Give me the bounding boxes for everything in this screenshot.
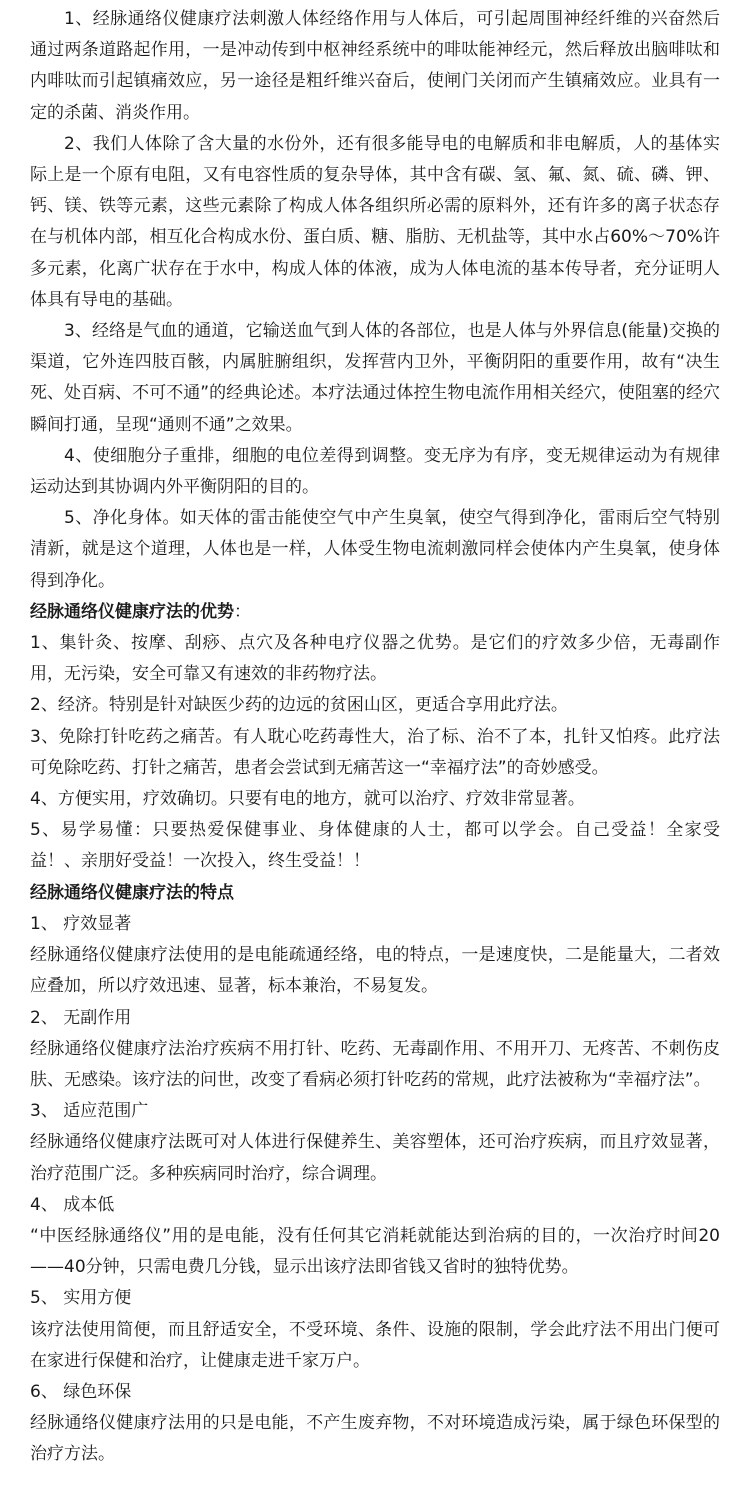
feature-heading-3: 3、 适应范围广 bbox=[30, 1101, 149, 1122]
advantage-item-1: 1、集针灸、按摩、刮痧、点穴及各种电疗仪器之优势。是它们的疗效多少倍，无毒副作用，无污染，安全可靠又有速效的非药物疗法。 bbox=[30, 633, 720, 685]
advantages-title: 经脉通络仪健康疗法的优势 bbox=[30, 601, 234, 622]
advantages-title-colon: ： bbox=[234, 601, 251, 622]
feature-text-1: 经脉通络仪健康疗法使用的是电能疏通经络，电的特点，一是速度快，二是能量大，二者效应叠加，所以疗效迅速、显著，标本兼治，不易复发。 bbox=[30, 945, 720, 997]
feature-heading-2: 2、 无副作用 bbox=[30, 1007, 132, 1028]
advantage-item-3: 3、免除打针吃药之痛苦。有人耽心吃药毒性大，治了标、治不了本，扎针又怕疼。此疗法可免除吃药、打针之痛苦，患者会尝试到无痛苦这一“幸福疗法”的奇妙感受。 bbox=[30, 726, 720, 778]
feature-text-5: 该疗法使用简便，而且舒适安全，不受环境、条件、设施的限制，学会此疗法不用出门便可在家进行保健和治疗，让健康走进千家万户。 bbox=[30, 1319, 720, 1371]
feature-text-2: 经脉通络仪健康疗法治疗疾病不用打针、吃药、无毒副作用、不用开刀、无疼苦、不刺伤皮肤、无感染。该疗法的问世，改变了看病必须打针吃药的常规，此疗法被称为“幸福疗法”。 bbox=[30, 1038, 720, 1090]
feature-heading-6: 6、 绿色环保 bbox=[30, 1381, 132, 1402]
advantage-item-5: 5、易学易懂：只要热爱保健事业、身体健康的人士，都可以学会。自己受益！全家受益！、亲朋好受益！一次投入，终生受益！！ bbox=[30, 820, 720, 872]
feature-heading-4: 4、 成本低 bbox=[30, 1194, 115, 1215]
intro-paragraph-1: 1、经脉通络仪健康疗法刺激人体经络作用与人体后，可引起周围神经纤维的兴奋然后通过两条道路起作用，一是冲动传到中枢神经系统中的啡呔能神经元，然后释放出脑啡呔和内啡呔而引起镇痛效应，另一途径是粗纤维兴奋后，使闸门关闭而产生镇痛效应。业具有一定的杀菌、消炎作用。 bbox=[30, 9, 720, 123]
intro-paragraph-3: 3、经络是气血的通道，它输送血气到人体的各部位，也是人体与外界信息(能量)交换的渠道，它外连四肢百骸，内属脏腑组织，发挥营内卫外，平衡阴阳的重要作用，故有“决生死、处百病、不可不通”的经典论述。本疗法通过体控生物电流作用相关经穴，使阻塞的经穴瞬间打通，呈现“通则不通”之效果。 bbox=[30, 321, 720, 435]
feature-text-6: 经脉通络仪健康疗法用的只是电能，不产生废弃物，不对环境造成污染，属于绿色环保型的治疗方法。 bbox=[30, 1413, 720, 1465]
features-heading: 经脉通络仪健康疗法的特点 bbox=[30, 882, 234, 903]
feature-text-4: “中医经脉通络仪”用的是电能，没有任何其它消耗就能达到治病的目的，一次治疗时间20——40分钟，只需电费几分钱，显示出该疗法即省钱又省时的独特优势。 bbox=[30, 1225, 720, 1278]
feature-heading-1: 1、 疗效显著 bbox=[30, 913, 132, 934]
feature-text-3: 经脉通络仪健康疗法既可对人体进行保健养生、美容塑体，还可治疗疾病，而且疗效显著，治疗范围广泛。多种疾病同时治疗，综合调理。 bbox=[30, 1132, 720, 1184]
intro-paragraph-5: 5、净化身体。如天体的雷击能使空气中产生臭氧，使空气得到净化，雷雨后空气特别清新，就是这个道理，人体也是一样，人体受生物电流刺激同样会使体内产生臭氧，使身体得到净化。 bbox=[30, 508, 720, 591]
advantages-heading bbox=[30, 597, 720, 628]
advantage-item-4: 4、方便实用，疗效确切。只要有电的地方，就可以治疗、疗效非常显著。 bbox=[30, 789, 585, 810]
intro-paragraph-2: 2、我们人体除了含大量的水份外，还有很多能导电的电解质和非电解质，人的基体实际上是一个原有电阻，又有电容性质的复杂导体，其中含有碳、氢、氟、氮、硫、磷、钾、钙、镁、铁等元素，这些元素除了构成人体各组织所必需的原料外，还有许多的离子状态存在与机体内部，相互化合构成水份、蛋白质、糖、脂肪、无机盐等，其中水占60%～70%许多元素，化离广状存在于水中，构成人体的体液，成为人体电流的基本传导者，充分证明人体具有导电的基础。 bbox=[30, 133, 720, 310]
advantage-item-2: 2、经济。特别是针对缺医少药的边远的贫困山区，更适合享用此疗法。 bbox=[30, 695, 568, 716]
feature-heading-5: 5、 实用方便 bbox=[30, 1288, 132, 1309]
intro-paragraph-4: 4、使细胞分子重排，细胞的电位差得到调整。变无序为有序，变无规律运动为有规律运动达到其协调内外平衡阴阳的目的。 bbox=[30, 445, 720, 498]
